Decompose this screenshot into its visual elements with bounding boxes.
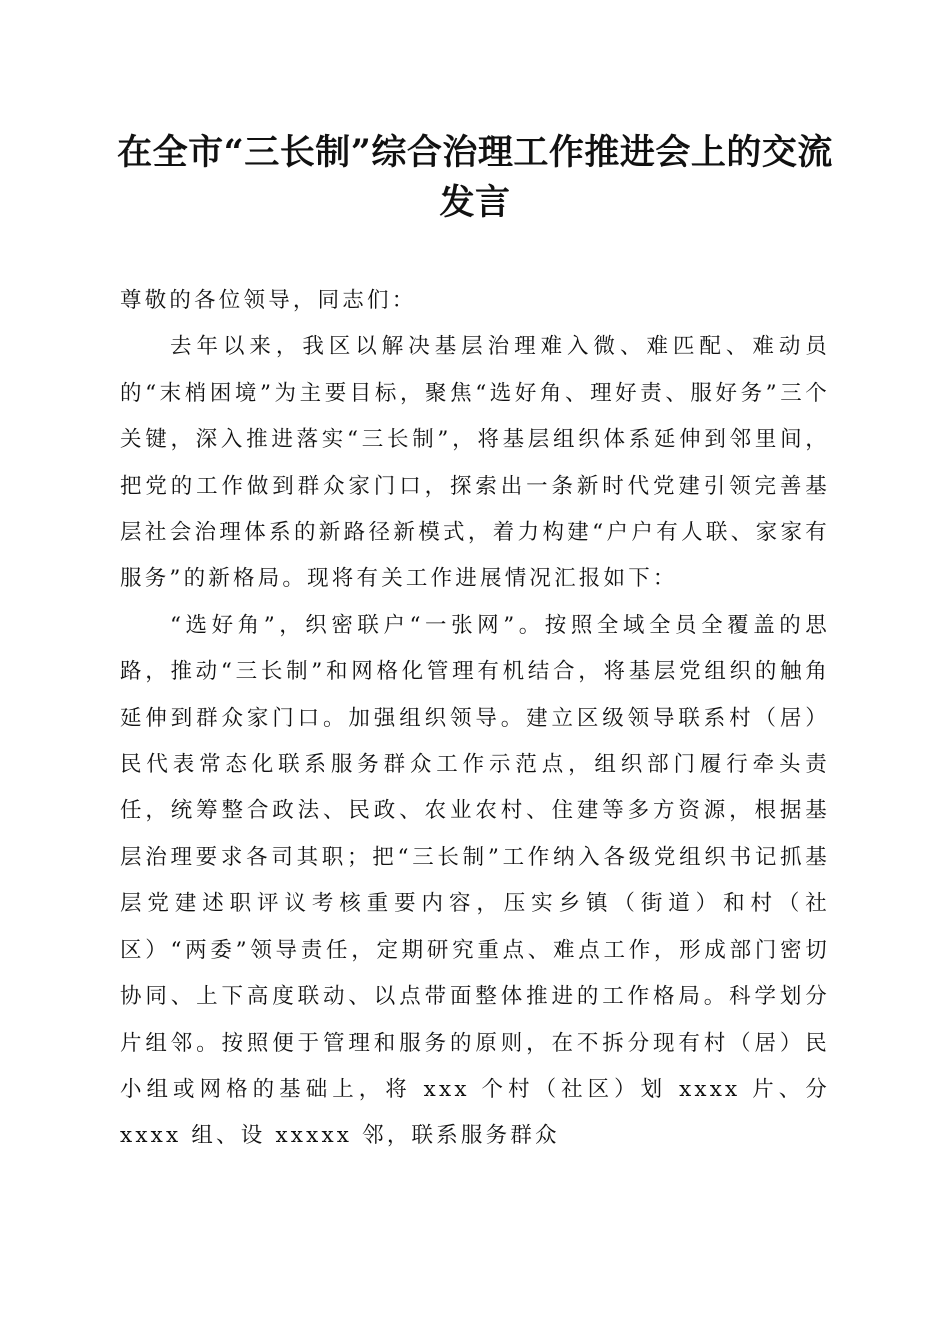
- paragraph-section-1: “选好角”，织密联户“一张网”。按照全域全员全覆盖的思路，推动“三长制”和网格化管理有机结合，将基层党组织的触角延伸到群众家门口。加强组织领导。建立区级领导联系村（居）民代表常态化联系服务群众工作示范点，组织部门履行牵头责任，统筹整合政法、民政、农业农村、住建等多方资源，根据基层治理要求各司其职；把“三长制”工作纳入各级党组织书记抓基层党建述职评议考核重要内容，压实乡镇（街道）和村（社区）“两委”领导责任，定期研究重点、难点工作，形成部门密切协同、上下高度联动、以点带面整体推进的工作格局。科学划分片组邻。按照便于管理和服务的原则，在不拆分现有村（居）民小组或网格的基础上，将 xxx 个村（社区）划 xxxx 片、分 xxxx 组、设 xxxxx 邻，联系服务群众: [120, 612, 830, 1149]
- document-title: 在全市“三长制”综合治理工作推进会上的交流发言: [117, 132, 833, 223]
- document-body: [120, 278, 830, 1160]
- paragraph-intro: 去年以来，我区以解决基层治理难入微、难匹配、难动员的“末梢困境”为主要目标，聚焦“选好角、理好责、服好务”三个关键，深入推进落实“三长制”，将基层组织体系延伸到邻里间，把党的工作做到群众家门口，探索出一条新时代党建引领完善基层社会治理体系的新路径新模式，着力构建“户户有人联、家家有服务”的新格局。现将有关工作进展情况汇报如下：: [120, 334, 830, 592]
- salutation: 尊敬的各位领导，同志们：: [120, 288, 417, 313]
